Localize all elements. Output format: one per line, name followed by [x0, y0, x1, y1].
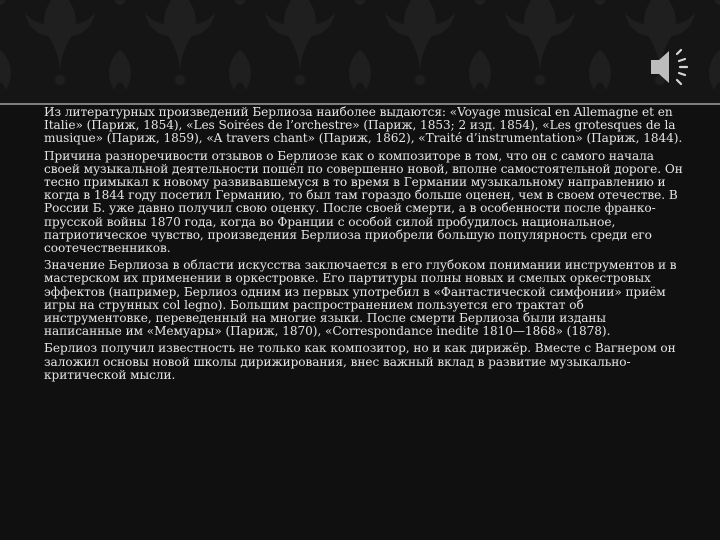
paragraph-conductor: Берлиоз получил известность не только как композитор, но и как дирижёр. Вместе с Вагнером он заложил основы новой школы дирижирования, внес важный вклад в развитие музыкально-критической мысли.: [44, 341, 676, 382]
paragraph-literary-works: Из литературных произведений Берлиоза наиболее выдаются: «Voyage musical en Allemagne et en Italie» (Париж, 1854), «Les Soirées de l’orchestre» (Париж, 1853; 2 изд. 1854), «Les grotesques de la musique» (Париж, 1859), «A travers chant» (Париж, 1862), «Traité d’instrumentation» (Париж, 1844).: [44, 105, 683, 146]
paragraph-significance: Значение Берлиоза в области искусства заключается в его глубоком понимании инструментов и в мастерском их применении в оркестровке. Его партитуры полны новых и смелых оркестровых эффектов (например, Берлиоз одним из первых употребил в «Фантастической симфонии» приём игры на струнных col legno). Большим распространением пользуется его трактат об инструментовке, переведенный на многие языки. После смерти Берлиоза были изданы написанные им «Мемуары» (Париж, 1870), «Correspondance inedite 1810—1868» (1878).: [44, 258, 677, 339]
paragraph-reception: Причина разноречивости отзывов о Берлиозе как о композиторе в том, что он с самого начала своей музыкальной деятельности пошёл по совершенно новой, вполне самостоятельной дороге. Он тесно примыкал к новому развивавшемуся в то время в Германии музыкальному направлению и когда в 1844 году посетил Германию, то был там гораздо больше оценен, чем в своем отечестве. В России Б. уже давно получил свою оценку. После своей смерти, а в особенности после франко-прусской войны 1870 года, когда во Франции с особой силой пробудилось национальное, патриотическое чувство, произведения Берлиоза приобрели большую популярность среди его соотечественников.: [44, 148, 683, 256]
damask-header-pattern: [0, 0, 720, 103]
slide-text-body: [44, 106, 684, 386]
speaker-sound-icon[interactable]: [648, 45, 696, 89]
